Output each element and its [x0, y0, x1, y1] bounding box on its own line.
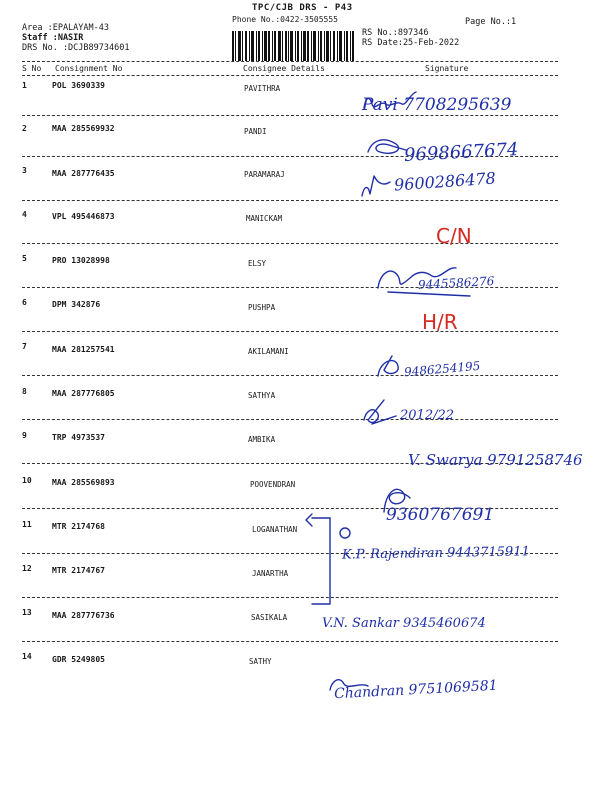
consignment-number: MTR 2174768 — [52, 522, 105, 531]
area-label: Area :EPALAYAM-43 — [22, 23, 109, 33]
consignment-number: MTR 2174767 — [52, 566, 105, 575]
signature-text: Pavi 7708295639 — [362, 95, 512, 115]
staff-label: Staff :NASIR — [22, 33, 84, 43]
column-sno: S No — [22, 64, 42, 73]
circled-mark — [340, 528, 350, 538]
consignment-number: MAA 287776435 — [52, 169, 115, 178]
column-consignee: Consignee Details — [243, 64, 325, 73]
rs-date: RS Date:25-Feb-2022 — [362, 38, 460, 48]
row-number: 3 — [22, 166, 27, 175]
sheet-title: TPC/CJB DRS - P43 — [252, 3, 353, 13]
consignee-name: AKILAMANI — [248, 347, 289, 356]
consignee-name: PUSHPA — [248, 303, 276, 312]
status-note: C/N — [436, 224, 472, 248]
consignment-number: DPM 342876 — [52, 300, 101, 309]
consignment-number: POL 3690339 — [52, 81, 105, 90]
arrow-head — [306, 514, 312, 526]
consignee-name: PANDI — [244, 127, 267, 136]
consignment-number: MAA 287776736 — [52, 611, 115, 620]
drs-number: DRS No. :DCJB89734601 — [22, 43, 130, 53]
signature-scribble — [368, 140, 406, 153]
signature-phone: 9486254195 — [403, 358, 481, 380]
consignee-name: MANICKAM — [246, 214, 283, 223]
row-number: 5 — [22, 254, 27, 263]
row-number: 12 — [22, 564, 32, 573]
consignment-number: TRP 4973537 — [52, 433, 105, 442]
consignment-number: GDR 5249805 — [52, 655, 105, 664]
signature-text: Chandran 9751069581 — [333, 677, 498, 703]
consignee-name: SATHY — [249, 657, 272, 666]
row-number: 8 — [22, 387, 27, 396]
rs-number: RS No.:897346 — [362, 28, 429, 38]
consignee-name: PARAMARAJ — [244, 170, 285, 179]
row-number: 2 — [22, 124, 27, 133]
consignee-name: AMBIKA — [248, 435, 276, 444]
row-number: 14 — [22, 652, 32, 661]
consignee-name: PAVITHRA — [244, 84, 281, 93]
signature-text: K.P. Rajendiran 9443715911 — [341, 544, 530, 563]
consignee-name: JANARTHA — [252, 569, 289, 578]
signature-phone: 9360767691 — [386, 505, 495, 525]
row-number: 1 — [22, 81, 27, 90]
consignment-number: PRO 13028998 — [52, 256, 110, 265]
consignment-number: MAA 285569932 — [52, 124, 115, 133]
consignee-name: LOGANATHAN — [252, 525, 298, 534]
row-number: 9 — [22, 431, 27, 440]
status-note: H/R — [422, 310, 458, 334]
consignee-name: SATHYA — [248, 391, 276, 400]
row-number: 7 — [22, 342, 27, 351]
signature-scribble — [362, 176, 390, 196]
page-number: Page No.:1 — [465, 17, 517, 27]
signature-phone: 9445586276 — [417, 274, 495, 292]
phone-number: Phone No.:0422-3505555 — [232, 15, 338, 24]
signature-text: V.N. Sankar 9345460674 — [322, 616, 486, 631]
consignee-name: SASIKALA — [251, 613, 288, 622]
bracket-line — [312, 518, 330, 604]
consignee-name: ELSY — [248, 259, 267, 268]
signature-phone: 9600286478 — [393, 168, 497, 195]
column-signature: Signature — [425, 64, 469, 73]
consignment-number: VPL 495446873 — [52, 212, 115, 221]
row-number: 13 — [22, 608, 32, 617]
column-consignment: Consignment No — [55, 64, 123, 73]
consignment-number: MAA 281257541 — [52, 345, 115, 354]
consignment-number: MAA 285569893 — [52, 478, 115, 487]
signature-scribble — [378, 356, 398, 376]
signature-scribble — [364, 400, 396, 424]
signature-text: 2012/22 — [400, 408, 455, 423]
row-number: 4 — [22, 210, 27, 219]
row-number: 11 — [22, 520, 32, 529]
consignee-name: POOVENDRAN — [250, 480, 296, 489]
signature-phone: 9698667674 — [403, 139, 520, 166]
signature-underline — [388, 292, 470, 296]
consignment-number: MAA 287776805 — [52, 389, 115, 398]
signature-text: V. Swarya 9791258746 — [408, 451, 583, 469]
row-number: 10 — [22, 476, 32, 485]
row-number: 6 — [22, 298, 27, 307]
